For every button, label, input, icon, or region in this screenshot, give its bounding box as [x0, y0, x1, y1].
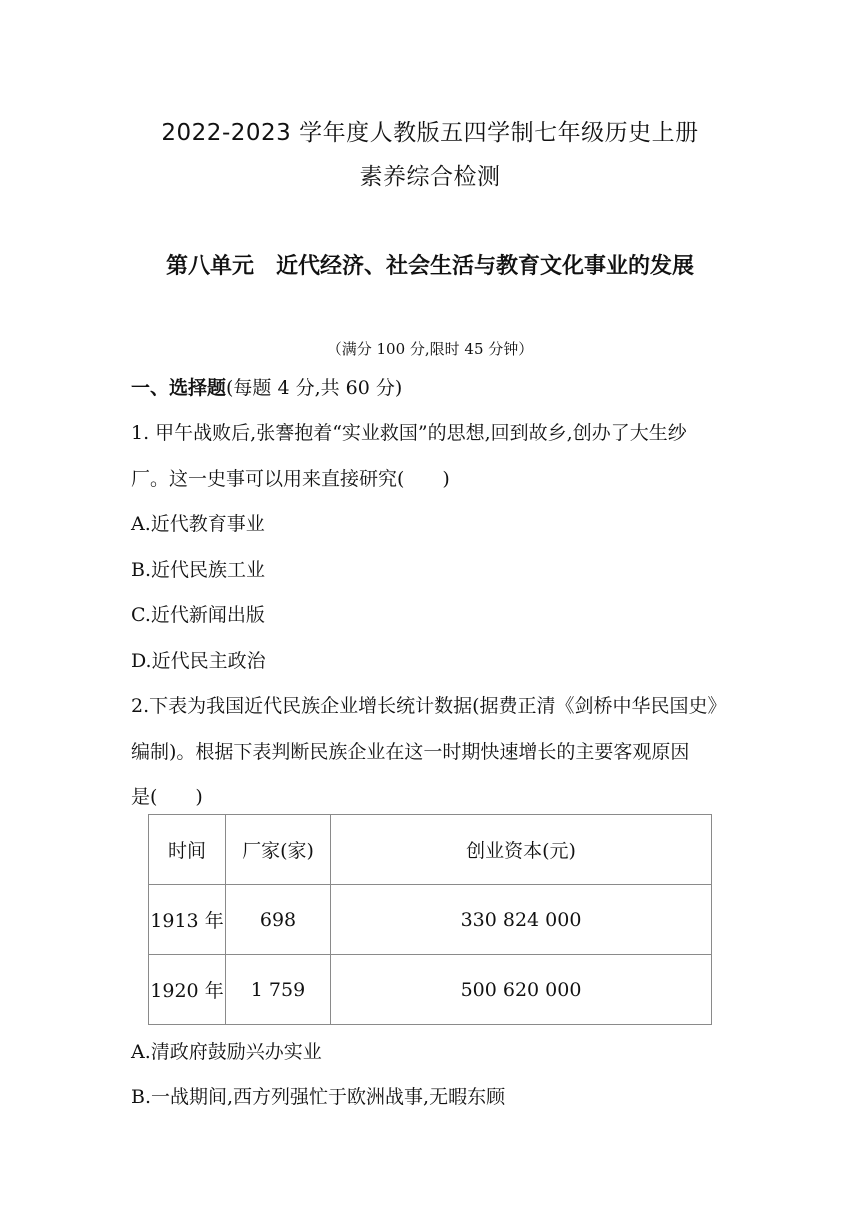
table-header-cell: 时间: [149, 815, 226, 885]
q1-option-d: D.近代民主政治: [131, 650, 266, 672]
table-cell: 330 824 000: [331, 885, 712, 955]
q1-option-b: B.近代民族工业: [131, 559, 266, 581]
table-header-cell: 厂家(家): [226, 815, 331, 885]
q1-stem-line1: 1. 甲午战败后,张謇抱着“实业救国”的思想,回到故乡,创办了大生纱: [131, 422, 687, 444]
section-note: (每题 4 分,共 60 分): [226, 377, 403, 399]
q2-stem-line3: 是( ): [131, 786, 203, 808]
table-cell: 1 759: [226, 955, 331, 1025]
exam-info: （满分 100 分,限时 45 分钟）: [326, 340, 534, 358]
exam-title-line1: 2022-2023 学年度人教版五四学制七年级历史上册: [161, 120, 699, 146]
table-header-cell: 创业资本(元): [331, 815, 712, 885]
section-heading-row: [131, 373, 402, 400]
table-row: [149, 885, 712, 955]
q2-stem-line1: 2.下表为我国近代民族企业增长统计数据(据费正清《剑桥中华民国史》: [131, 695, 727, 717]
exam-title-line2: 素养综合检测: [359, 164, 501, 190]
q1-stem-line2: 厂。这一史事可以用来直接研究( ): [131, 468, 450, 490]
table-row: [149, 955, 712, 1025]
q2-option-a: A.清政府鼓励兴办实业: [131, 1041, 322, 1063]
enterprise-stats-table: [148, 814, 712, 1025]
q2-option-b: B.一战期间,西方列强忙于欧洲战事,无暇东顾: [131, 1086, 506, 1108]
table-header-row: [149, 815, 712, 885]
table-cell: 500 620 000: [331, 955, 712, 1025]
table-cell: 698: [226, 885, 331, 955]
section-heading: 一、选择题: [131, 377, 227, 399]
table-cell: 1920 年: [149, 955, 226, 1025]
q2-stem-line2: 编制)。根据下表判断民族企业在这一时期快速增长的主要客观原因: [131, 741, 690, 763]
table-cell: 1913 年: [149, 885, 226, 955]
q1-option-c: C.近代新闻出版: [131, 604, 265, 626]
q1-option-a: A.近代教育事业: [131, 513, 265, 535]
unit-title: 第八单元 近代经济、社会生活与教育文化事业的发展: [165, 254, 694, 279]
